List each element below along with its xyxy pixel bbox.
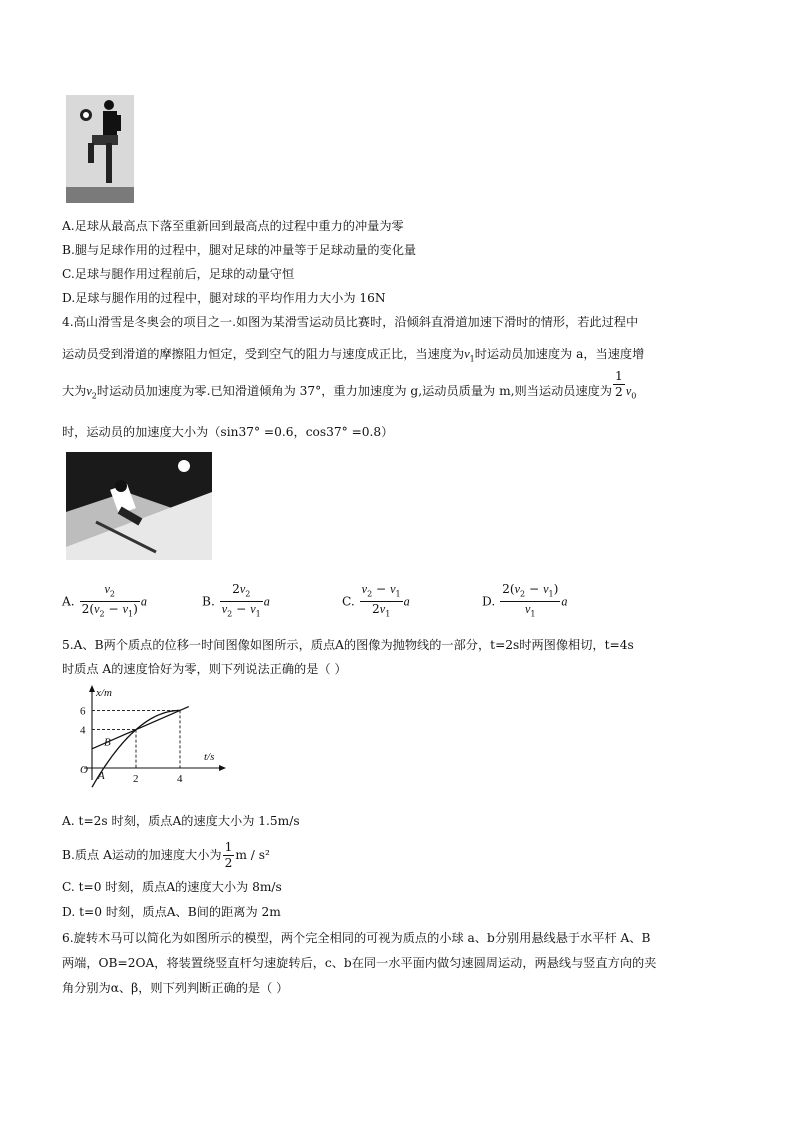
series-A-label: A: [98, 770, 105, 782]
half-fraction: $\frac{1}{2}$: [615, 369, 623, 399]
q5-option-d: D. t=0 时刻，质点A、B间的距离为 2m: [62, 905, 281, 919]
q4-line2-text-b: 时运动员加速度为 a，当速度增: [474, 347, 645, 361]
q5-option-b-fraction: $\frac{1}{2}$: [224, 840, 233, 870]
q5-option-b-unit: m / s²: [235, 848, 270, 862]
q5-option-c: C. t=0 时刻，质点A的速度大小为 8m/s: [62, 880, 282, 894]
origin-label: O: [80, 764, 88, 776]
q5-option-b-text: B.质点 A运动的加速度大小为: [62, 848, 222, 862]
y-tick-label-6: 6: [80, 705, 86, 718]
q4-stem-line2: 运动员受到滑道的摩擦阻力恒定，受到空气的阻力与速度成正比，当速度为$v_1$时运动员加速度为 a，当速度增: [62, 347, 645, 364]
x-axis-label: t/s: [204, 751, 215, 763]
q4-option-c-label: C.: [342, 594, 355, 609]
q4-stem-line1: 4.高山滑雪是冬奥会的项目之一.如图为某滑雪运动员比赛时，沿倾斜直滑道加速下滑时的情形，若此过程中: [62, 315, 639, 329]
skier-photo: [66, 452, 212, 560]
q4-option-b-label: B.: [202, 594, 215, 609]
q4-option-d-label: D.: [482, 594, 496, 609]
q4-option-a-label: A.: [62, 594, 75, 609]
q4-stem-line3: 大为$v_2$时运动员加速度为零.已知滑道倾角为 37°，重力加速度为 g,运动员质量为 m,则当运动员速度为 $\frac{1}{2}$ $v_0$: [62, 369, 637, 401]
soccer-player-illustration: [66, 95, 134, 203]
q3-option-c: C.足球与腿作用过程前后，足球的动量守恒: [62, 267, 295, 281]
q3-option-d: D.足球与腿作用的过程中，腿对球的平均作用力大小为 16N: [62, 291, 386, 305]
q4-option-a: A. $\frac{v_2}{2(v_2 - v_1)}$ a: [62, 582, 147, 619]
q5-option-b: [62, 840, 270, 871]
skier-illustration: [66, 452, 212, 560]
soccer-player-photo: [66, 95, 134, 203]
y-axis-arrow: [89, 685, 95, 692]
q6-stem-line1: 6.旋转木马可以简化为如图所示的模型，两个完全相同的可视为质点的小球 a、b分别用悬线悬于水平杆 A、B: [62, 931, 651, 945]
q6-stem-line2: 两端，OB=2OA，将装置绕竖直杆匀速旋转后，c、b在同一水平面内做匀速圆周运动，两悬线与竖直方向的夹: [62, 956, 657, 970]
q5-stem-line1: 5.A、B两个质点的位移一时间图像如图所示，质点A的图像为抛物线的一部分，t=2s时两图像相切，t=4s: [62, 638, 634, 652]
q4-option-c: C. $\frac{v_2 - v_1}{2v_1}$ a: [342, 582, 410, 619]
q4-option-d: D. $\frac{2(v_2 - v_1)}{v_1}$ a: [482, 582, 568, 619]
x-tick-label-2: 2: [133, 773, 139, 785]
q5-option-a: A. t=2s 时刻，质点A的速度大小为 1.5m/s: [62, 814, 300, 828]
q3-option-a: A.足球从最高点下落至重新回到最高点的过程中重力的冲量为零: [62, 219, 404, 233]
q4-line3-text-b: 时运动员加速度为零.已知滑道倾角为 37°，重力加速度为 g,运动员质量为 m,则当运动员速度为: [96, 384, 613, 398]
q4-line2-text-a: 运动员受到滑道的摩擦阻力恒定，受到空气的阻力与速度成正比，当速度为: [62, 347, 465, 361]
q4-option-b: B. $\frac{2v_2}{v_2 - v_1}$ a: [202, 582, 270, 619]
y-axis-label: x/m: [96, 687, 112, 699]
position-time-graph: [62, 682, 232, 802]
q4-stem-line4: 时，运动员的加速度大小为（sin37° =0.6，cos37° =0.8）: [62, 425, 394, 439]
q5-stem-line2: 时质点 A的速度恰好为零，则下列说法正确的是（ ）: [62, 662, 347, 676]
x-tick-label-4: 4: [177, 773, 183, 785]
y-tick-label-4: 4: [80, 724, 86, 737]
q3-option-b: B.腿与足球作用的过程中，腿对足球的冲量等于足球动量的变化量: [62, 243, 417, 257]
x-axis-arrow: [219, 765, 226, 771]
q4-line3-text-a: 大为: [62, 384, 87, 398]
series-B-label: B: [104, 736, 111, 749]
q6-stem-line3: 角分别为α、β，则下列判断正确的是（ ）: [62, 981, 289, 995]
